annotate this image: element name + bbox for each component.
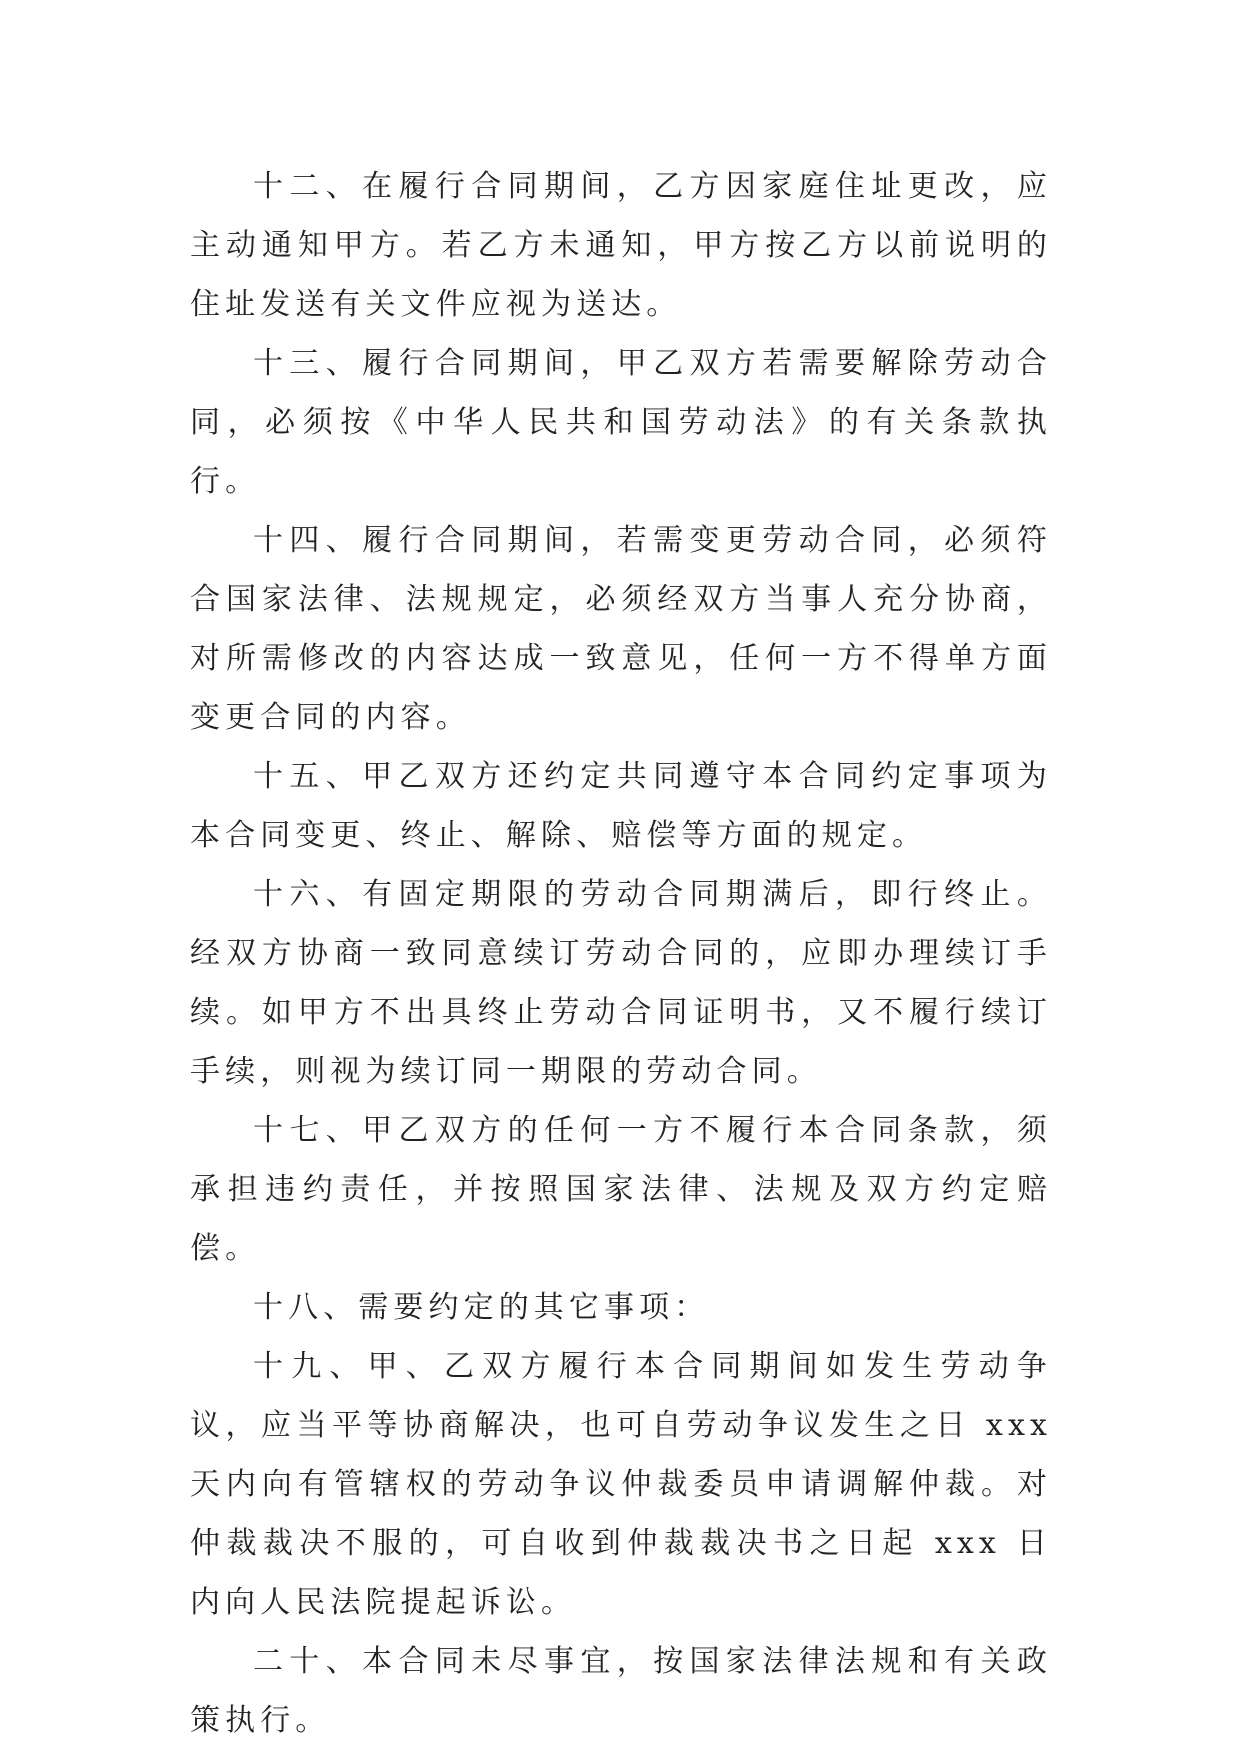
clause-17: 十七、甲乙双方的任何一方不履行本合同条款，须承担违约责任，并按照国家法律、法规及双方约定赔偿。: [190, 1113, 1052, 1266]
clause-15: 十五、甲乙双方还约定共同遵守本合同约定事项为本合同变更、终止、解除、赔偿等方面的规定。: [190, 759, 1052, 853]
contract-body: [190, 157, 1052, 1750]
clause-12: 十二、在履行合同期间，乙方因家庭住址更改，应主动通知甲方。若乙方未通知，甲方按乙方以前说明的住址发送有关文件应视为送达。: [190, 169, 1052, 322]
clause-16: 十六、有固定期限的劳动合同期满后，即行终止。经双方协商一致同意续订劳动合同的，应即办理续订手续。如甲方不出具终止劳动合同证明书，又不履行续订手续，则视为续订同一期限的劳动合同。: [190, 877, 1052, 1089]
clause-14: 十四、履行合同期间，若需变更劳动合同，必须符合国家法律、法规规定，必须经双方当事人充分协商，对所需修改的内容达成一致意见，任何一方不得单方面变更合同的内容。: [190, 523, 1052, 735]
clause-20: 二十、本合同未尽事宜，按国家法律法规和有关政策执行。: [190, 1644, 1052, 1738]
clause-18: 十八、需要约定的其它事项：: [253, 1290, 710, 1325]
clause-19: 十九、甲、乙双方履行本合同期间如发生劳动争议，应当平等协商解决，也可自劳动争议发生之日 xxx 天内向有管辖权的劳动争议仲裁委员申请调解仲裁。对仲裁裁决不服的，可自收到仲裁裁决书之日起 xxx 日内向人民法院提起诉讼。: [190, 1349, 1052, 1620]
clause-13: 十三、履行合同期间，甲乙双方若需要解除劳动合同，必须按《中华人民共和国劳动法》的有关条款执行。: [190, 346, 1052, 499]
